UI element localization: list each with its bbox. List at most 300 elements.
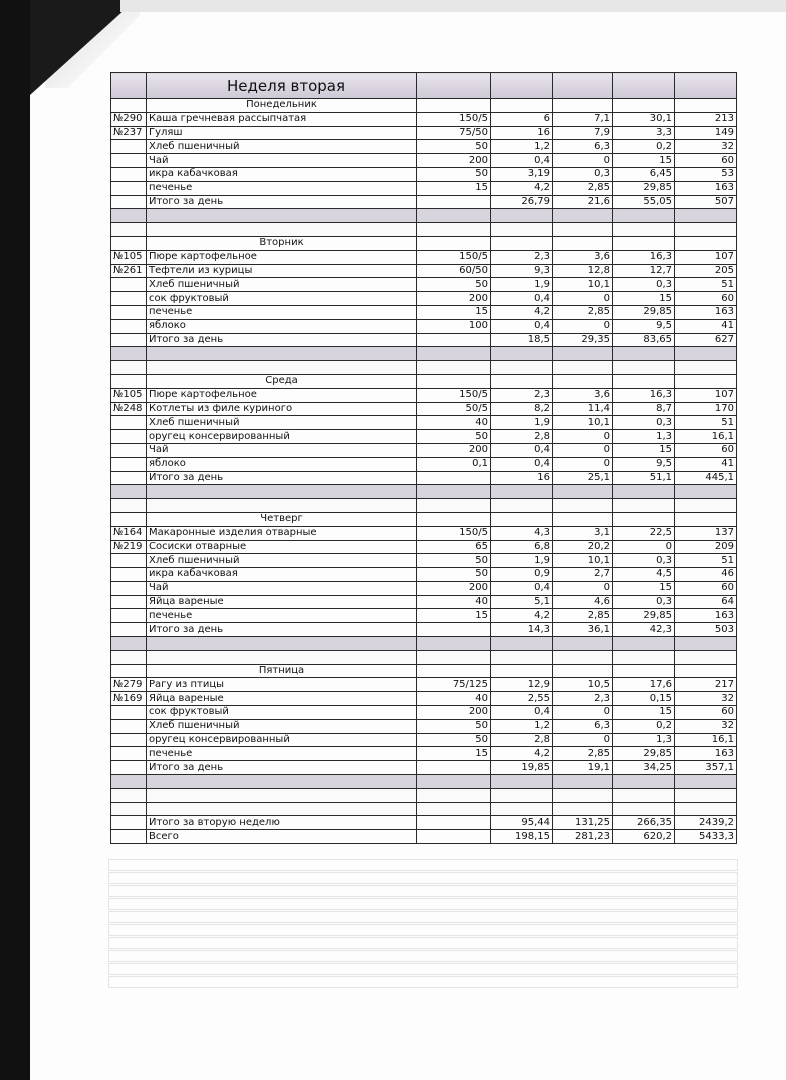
empty-cell (613, 374, 675, 388)
value-c: 12,7 (613, 264, 675, 278)
blank-row (111, 223, 737, 237)
value-c: 30,1 (613, 112, 675, 126)
empty-cell (111, 485, 147, 499)
value-d: 163 (675, 305, 737, 319)
value-b: 0 (553, 292, 613, 306)
portion: 200 (417, 292, 491, 306)
week-total-row (111, 816, 737, 830)
empty-cell (147, 802, 417, 816)
dish-name: Яйца вареные (147, 692, 417, 706)
value-d: 60 (675, 292, 737, 306)
menu-table (110, 72, 737, 844)
value-c: 0,3 (613, 554, 675, 568)
value-b: 20,2 (553, 540, 613, 554)
value-d: 53 (675, 167, 737, 181)
value-c: 1,3 (613, 430, 675, 444)
dish-code (111, 181, 147, 195)
value-d: 51 (675, 416, 737, 430)
empty-cell (675, 775, 737, 789)
value-a: 19,85 (491, 761, 553, 775)
empty-cell (553, 802, 613, 816)
value-d: 16,1 (675, 430, 737, 444)
empty-cell (491, 802, 553, 816)
value-a: 0,4 (491, 581, 553, 595)
dish-name: Тефтели из курицы (147, 264, 417, 278)
portion: 15 (417, 747, 491, 761)
total-label: Итого за день (147, 333, 417, 347)
portion: 150/5 (417, 388, 491, 402)
value-a: 5,1 (491, 595, 553, 609)
empty-cell (111, 99, 147, 113)
empty-cell (147, 347, 417, 361)
dish-name: печенье (147, 181, 417, 195)
value-b: 7,1 (553, 112, 613, 126)
blank-row (111, 650, 737, 664)
empty-cell (675, 637, 737, 651)
dish-code: №164 (111, 526, 147, 540)
empty-cell (111, 650, 147, 664)
empty-cell (613, 347, 675, 361)
table-row (111, 167, 737, 181)
value-d: 627 (675, 333, 737, 347)
day-total-row (111, 195, 737, 209)
value-c: 0,3 (613, 278, 675, 292)
dish-name: Гуляш (147, 126, 417, 140)
grand-total-row (111, 830, 737, 844)
table-row (111, 692, 737, 706)
value-d: 205 (675, 264, 737, 278)
empty-cell (491, 512, 553, 526)
scan-edge (0, 0, 34, 1080)
value-d: 149 (675, 126, 737, 140)
table-row (111, 595, 737, 609)
empty-cell (675, 99, 737, 113)
value-a: 0,4 (491, 154, 553, 168)
empty-cell (491, 361, 553, 375)
value-c: 266,35 (613, 816, 675, 830)
value-c: 83,65 (613, 333, 675, 347)
empty-cell (417, 802, 491, 816)
day-total-row (111, 623, 737, 637)
dish-name: икра кабачковая (147, 167, 417, 181)
value-b: 11,4 (553, 402, 613, 416)
value-d: 107 (675, 250, 737, 264)
value-b: 25,1 (553, 471, 613, 485)
empty-cell (553, 650, 613, 664)
empty-cell (491, 223, 553, 237)
empty-cell (613, 361, 675, 375)
value-b: 2,85 (553, 747, 613, 761)
value-a: 95,44 (491, 816, 553, 830)
table-row (111, 540, 737, 554)
empty-cell (417, 637, 491, 651)
value-a: 16 (491, 126, 553, 140)
dish-code (111, 471, 147, 485)
empty-cell (111, 347, 147, 361)
value-a: 0,4 (491, 319, 553, 333)
value-b: 10,1 (553, 554, 613, 568)
value-d: 213 (675, 112, 737, 126)
value-a: 2,55 (491, 692, 553, 706)
table-row (111, 140, 737, 154)
table-row (111, 568, 737, 582)
empty-cell (417, 788, 491, 802)
dish-code (111, 595, 147, 609)
dish-code (111, 609, 147, 623)
table-row (111, 402, 737, 416)
empty-cell (111, 499, 147, 513)
value-a: 16 (491, 471, 553, 485)
empty-cell (417, 664, 491, 678)
table-row (111, 430, 737, 444)
day-name: Среда (147, 374, 417, 388)
value-c: 0,3 (613, 595, 675, 609)
portion: 150/5 (417, 112, 491, 126)
portion: 50 (417, 554, 491, 568)
value-a: 1,9 (491, 416, 553, 430)
value-a: 0,4 (491, 443, 553, 457)
value-d: 60 (675, 706, 737, 720)
empty-cell (553, 223, 613, 237)
value-b: 3,6 (553, 388, 613, 402)
value-b: 0 (553, 430, 613, 444)
empty-cell (675, 499, 737, 513)
dish-code: №261 (111, 264, 147, 278)
table-row (111, 278, 737, 292)
table-row (111, 181, 737, 195)
dish-code: №105 (111, 388, 147, 402)
empty-cell (491, 664, 553, 678)
total-label: Итого за день (147, 623, 417, 637)
empty-cell (147, 223, 417, 237)
empty-cell (613, 775, 675, 789)
day-name: Понедельник (147, 99, 417, 113)
value-a: 8,2 (491, 402, 553, 416)
empty-cell (417, 485, 491, 499)
dish-code (111, 140, 147, 154)
portion: 0,1 (417, 457, 491, 471)
value-d: 51 (675, 554, 737, 568)
value-b: 0 (553, 154, 613, 168)
value-a: 4,2 (491, 609, 553, 623)
portion: 75/50 (417, 126, 491, 140)
dish-code (111, 430, 147, 444)
dish-code (111, 278, 147, 292)
value-b: 6,3 (553, 140, 613, 154)
value-b: 0 (553, 706, 613, 720)
dish-code (111, 733, 147, 747)
empty-cell (613, 512, 675, 526)
value-c: 1,3 (613, 733, 675, 747)
empty-cell (553, 374, 613, 388)
dish-name: оругец консервированный (147, 733, 417, 747)
value-c: 0 (613, 540, 675, 554)
value-c: 16,3 (613, 250, 675, 264)
portion: 200 (417, 581, 491, 595)
total-label: Всего (147, 830, 417, 844)
blank-row (111, 802, 737, 816)
table-row (111, 112, 737, 126)
value-a: 2,8 (491, 733, 553, 747)
separator-row (111, 485, 737, 499)
value-d: 163 (675, 747, 737, 761)
day-header-row (111, 99, 737, 113)
table-row (111, 443, 737, 457)
table-row (111, 747, 737, 761)
empty-cell (613, 650, 675, 664)
dish-code (111, 623, 147, 637)
value-c: 8,7 (613, 402, 675, 416)
value-a: 0,4 (491, 457, 553, 471)
dish-code (111, 581, 147, 595)
empty-cell (613, 499, 675, 513)
empty-cell (675, 374, 737, 388)
empty-cell (553, 347, 613, 361)
empty-cell (553, 236, 613, 250)
value-a: 6,8 (491, 540, 553, 554)
empty-cell (111, 788, 147, 802)
empty-cell (553, 361, 613, 375)
total-label: Итого за день (147, 761, 417, 775)
value-c: 0,15 (613, 692, 675, 706)
dish-code (111, 554, 147, 568)
value-b: 29,35 (553, 333, 613, 347)
portion: 50 (417, 430, 491, 444)
dish-name: яблоко (147, 319, 417, 333)
portion (417, 195, 491, 209)
dish-name: икра кабачковая (147, 568, 417, 582)
blank-row (111, 499, 737, 513)
table-row (111, 706, 737, 720)
day-name: Четверг (147, 512, 417, 526)
dish-name: Яйца вареные (147, 595, 417, 609)
dish-code: №237 (111, 126, 147, 140)
empty-cell (613, 223, 675, 237)
value-d: 32 (675, 140, 737, 154)
value-d: 445,1 (675, 471, 737, 485)
table-title: Неделя вторая (147, 73, 417, 99)
empty-cell (553, 209, 613, 223)
dish-name: оругец консервированный (147, 430, 417, 444)
dish-code (111, 167, 147, 181)
value-b: 2,85 (553, 609, 613, 623)
value-a: 3,19 (491, 167, 553, 181)
portion: 15 (417, 305, 491, 319)
empty-cell (613, 637, 675, 651)
empty-cell (613, 664, 675, 678)
value-c: 0,2 (613, 719, 675, 733)
empty-cell (417, 499, 491, 513)
table-row (111, 292, 737, 306)
table-row (111, 388, 737, 402)
portion: 200 (417, 443, 491, 457)
portion (417, 471, 491, 485)
empty-cell (147, 499, 417, 513)
dish-name: печенье (147, 305, 417, 319)
portion: 50 (417, 568, 491, 582)
table-row (111, 154, 737, 168)
dish-code (111, 443, 147, 457)
day-name: Вторник (147, 236, 417, 250)
value-d: 357,1 (675, 761, 737, 775)
empty-cell (111, 374, 147, 388)
value-c: 29,85 (613, 747, 675, 761)
value-a: 198,15 (491, 830, 553, 844)
dish-code (111, 319, 147, 333)
menu-table-body (111, 73, 737, 844)
empty-cell (491, 650, 553, 664)
empty-cell (111, 775, 147, 789)
dish-code (111, 747, 147, 761)
value-b: 0 (553, 733, 613, 747)
value-c: 15 (613, 154, 675, 168)
dish-name: Чай (147, 581, 417, 595)
value-a: 9,3 (491, 264, 553, 278)
value-d: 64 (675, 595, 737, 609)
table-row (111, 126, 737, 140)
value-d: 32 (675, 719, 737, 733)
value-b: 2,85 (553, 305, 613, 319)
table-row (111, 457, 737, 471)
dish-code (111, 719, 147, 733)
value-c: 0,2 (613, 140, 675, 154)
value-b: 131,25 (553, 816, 613, 830)
value-a: 4,2 (491, 747, 553, 761)
empty-cell (675, 361, 737, 375)
dish-name: Котлеты из филе куриного (147, 402, 417, 416)
value-c: 6,45 (613, 167, 675, 181)
empty-cell (613, 99, 675, 113)
empty-cell (491, 347, 553, 361)
dish-name: Хлеб пшеничный (147, 278, 417, 292)
value-c: 620,2 (613, 830, 675, 844)
empty-cell (675, 236, 737, 250)
separator-row (111, 347, 737, 361)
dish-code (111, 195, 147, 209)
empty-cell (417, 650, 491, 664)
value-d: 209 (675, 540, 737, 554)
table-row (111, 250, 737, 264)
value-c: 29,85 (613, 305, 675, 319)
value-b: 12,8 (553, 264, 613, 278)
value-a: 0,9 (491, 568, 553, 582)
portion: 60/50 (417, 264, 491, 278)
value-d: 217 (675, 678, 737, 692)
value-b: 0 (553, 457, 613, 471)
value-a: 1,9 (491, 554, 553, 568)
empty-cell (111, 361, 147, 375)
empty-cell (417, 223, 491, 237)
day-header-row (111, 374, 737, 388)
empty-cell (491, 775, 553, 789)
value-b: 10,5 (553, 678, 613, 692)
value-a: 6 (491, 112, 553, 126)
value-c: 22,5 (613, 526, 675, 540)
value-d: 137 (675, 526, 737, 540)
value-d: 16,1 (675, 733, 737, 747)
value-a: 1,9 (491, 278, 553, 292)
dish-code: №105 (111, 250, 147, 264)
portion: 150/5 (417, 250, 491, 264)
empty-cell (491, 637, 553, 651)
empty-cell (491, 499, 553, 513)
dish-name: Пюре картофельное (147, 250, 417, 264)
dish-code (111, 706, 147, 720)
value-c: 15 (613, 581, 675, 595)
value-b: 10,1 (553, 278, 613, 292)
empty-cell (675, 650, 737, 664)
total-label: Итого за день (147, 471, 417, 485)
empty-cell (613, 236, 675, 250)
value-d: 2439,2 (675, 816, 737, 830)
value-b: 0 (553, 319, 613, 333)
value-c: 17,6 (613, 678, 675, 692)
dish-code (111, 568, 147, 582)
value-b: 21,6 (553, 195, 613, 209)
empty-cell (111, 802, 147, 816)
page-top-strip (120, 0, 786, 12)
empty-cell (491, 788, 553, 802)
dish-code (111, 154, 147, 168)
value-a: 4,3 (491, 526, 553, 540)
empty-cell (111, 637, 147, 651)
value-d: 51 (675, 278, 737, 292)
portion: 40 (417, 692, 491, 706)
separator-row (111, 775, 737, 789)
empty-cell (613, 209, 675, 223)
dish-code: №219 (111, 540, 147, 554)
dish-name: Чай (147, 443, 417, 457)
value-b: 6,3 (553, 719, 613, 733)
table-row (111, 305, 737, 319)
table-row (111, 319, 737, 333)
empty-cell (147, 209, 417, 223)
value-b: 281,23 (553, 830, 613, 844)
value-b: 0 (553, 581, 613, 595)
value-c: 29,85 (613, 609, 675, 623)
value-b: 3,6 (553, 250, 613, 264)
dish-code: №279 (111, 678, 147, 692)
value-d: 60 (675, 443, 737, 457)
empty-cell (491, 485, 553, 499)
value-b: 2,85 (553, 181, 613, 195)
empty-cell (147, 775, 417, 789)
value-d: 60 (675, 581, 737, 595)
value-c: 3,3 (613, 126, 675, 140)
table-row (111, 719, 737, 733)
blank-row (111, 788, 737, 802)
value-c: 29,85 (613, 181, 675, 195)
dish-name: Каша гречневая рассыпчатая (147, 112, 417, 126)
portion: 50 (417, 719, 491, 733)
value-a: 26,79 (491, 195, 553, 209)
empty-cell (491, 99, 553, 113)
empty-cell (111, 512, 147, 526)
dish-name: Чай (147, 154, 417, 168)
empty-cell (553, 775, 613, 789)
dish-name: Хлеб пшеничный (147, 719, 417, 733)
empty-cell (613, 485, 675, 499)
value-c: 15 (613, 706, 675, 720)
portion: 100 (417, 319, 491, 333)
value-c: 42,3 (613, 623, 675, 637)
portion: 150/5 (417, 526, 491, 540)
empty-cell (147, 788, 417, 802)
value-a: 4,2 (491, 305, 553, 319)
dish-code: №290 (111, 112, 147, 126)
empty-cell (111, 236, 147, 250)
portion: 200 (417, 706, 491, 720)
